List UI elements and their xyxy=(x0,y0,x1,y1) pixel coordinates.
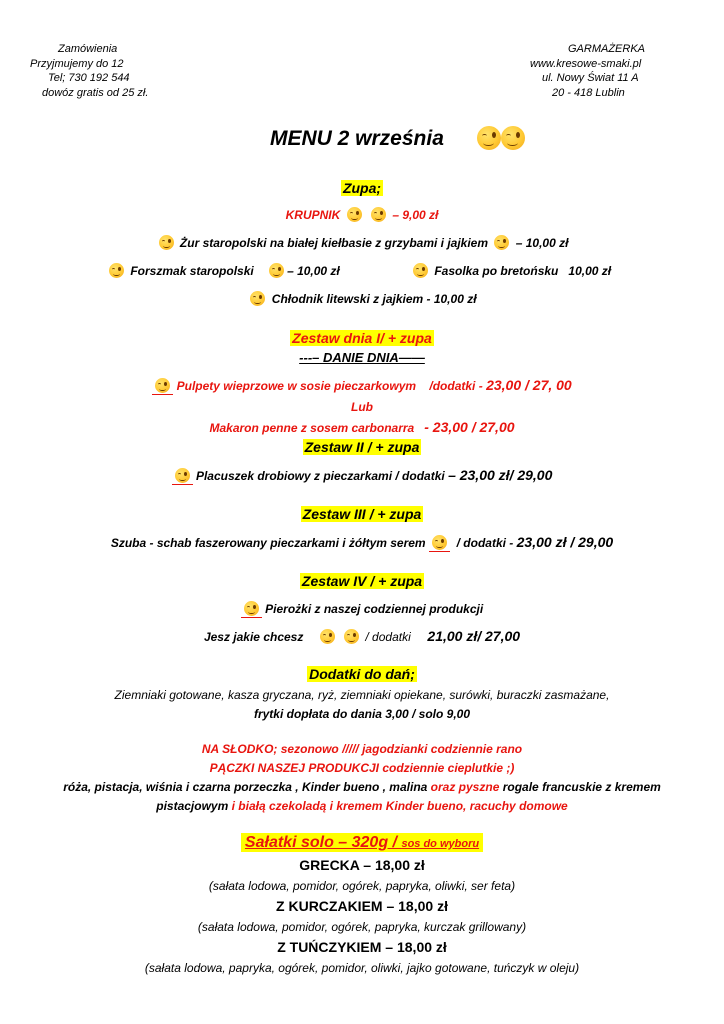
salad-chicken-desc-row xyxy=(0,920,724,934)
wink-emoji-icon xyxy=(175,468,190,483)
wink-emoji-icon xyxy=(320,629,335,644)
set1-item2-price: - 23,00 / 27,00 xyxy=(424,419,515,435)
set4-item2-mid: / dodatki xyxy=(365,630,411,644)
company-city: 20 - 418 Lublin xyxy=(552,86,625,99)
extras-line2-row xyxy=(0,707,724,721)
extras-line1-row xyxy=(0,688,724,702)
wink-emoji-icon xyxy=(155,378,170,393)
set1-item1-price: 23,00 / 27, 00 xyxy=(486,377,572,393)
contact-line-phone: Tel; 730 192 544 xyxy=(48,72,130,84)
set2-heading-row xyxy=(0,439,724,457)
salad-chicken-row xyxy=(0,898,724,914)
sweet-line2: PĄCZKI NASZEJ PRODUKCJI codziennie cieplutkie ;) xyxy=(209,761,515,775)
sweet-line3-red: oraz pyszne xyxy=(430,780,500,794)
set2-item-name: Placuszek drobiowy z pieczarkami / dodatki xyxy=(195,469,445,483)
salad-tuna-desc-row xyxy=(0,961,724,975)
forszmak-price: – 10,00 zł xyxy=(287,264,340,278)
set2-heading: Zestaw II / + zupa xyxy=(304,439,420,455)
set4-heading-row xyxy=(0,573,724,591)
forszmak-name: Forszmak staropolski xyxy=(130,264,254,278)
soup-heading-row xyxy=(0,180,724,198)
title-emojis xyxy=(477,126,525,150)
set3-item-row xyxy=(0,534,724,550)
forszmak-row xyxy=(106,263,340,278)
sweet-line3-row xyxy=(0,780,724,794)
chlodnik-row xyxy=(0,291,724,306)
company-street: ul. Nowy Świat 11 A xyxy=(542,72,639,84)
contact-line-delivery: dowóz gratis od 25 zł. xyxy=(42,86,149,99)
salad-chicken-name: Z KURCZAKIEM – 18,00 zł xyxy=(276,898,448,914)
contact-line-hours: Przyjmujemy do 12 xyxy=(30,57,124,70)
set3-item-name: Szuba - schab faszerowany pieczarkami i żółtym serem xyxy=(110,536,426,550)
set4-item-row xyxy=(0,601,724,616)
set1-subheading: ---– DANIE DNIA—— xyxy=(299,350,425,365)
set3-heading-row xyxy=(0,506,724,524)
salads-heading-small: sos do wyboru xyxy=(401,838,480,850)
chlodnik-item: Chłodnik litewski z jajkiem - 10,00 zł xyxy=(271,292,477,306)
wink-emoji-icon xyxy=(344,629,359,644)
company-name: GARMAŻERKA xyxy=(568,43,646,55)
sweet-line1-row xyxy=(0,742,724,756)
extras-heading-row xyxy=(0,666,724,684)
set1-or: Lub xyxy=(351,400,373,414)
fasolka-name: Fasolka po bretońsku xyxy=(434,264,559,278)
salad-greek-row xyxy=(0,857,724,873)
wink-emoji-icon xyxy=(494,235,509,250)
wink-emoji-icon xyxy=(244,601,259,616)
wink-emoji-icon xyxy=(109,263,124,278)
company-website[interactable]: www.kresowe-smaki.pl xyxy=(530,57,642,70)
set1-item2-row xyxy=(0,419,724,435)
wink-emoji-icon xyxy=(371,207,386,222)
set1-item1-mid: /dodatki - xyxy=(429,379,483,393)
krupnik-name: KRUPNIK xyxy=(285,208,341,222)
fasolka-row xyxy=(410,263,611,278)
set1-item2-name: Makaron penne z sosem carbonarra xyxy=(209,421,415,435)
set1-item1-name: Pulpety wieprzowe w sosie pieczarkowym xyxy=(176,379,417,393)
salads-heading-row xyxy=(0,834,724,852)
set4-item2-name: Jesz jakie chcesz xyxy=(203,630,304,644)
krupnik-price: – 9,00 zł xyxy=(392,208,439,222)
set1-heading: Zestaw dnia I/ + zupa xyxy=(292,330,432,346)
set2-item-row xyxy=(0,467,724,483)
wink-emoji-icon xyxy=(432,535,447,550)
wink-emoji-icon xyxy=(501,126,525,150)
salads-heading xyxy=(241,833,483,852)
extras-heading: Dodatki do dań; xyxy=(309,666,415,682)
set1-heading-row xyxy=(0,330,724,348)
salad-tuna-desc: (sałata lodowa, papryka, ogórek, pomidor, oliwki, jajko gotowane, tuńczyk w oleju) xyxy=(144,961,580,975)
salad-greek-desc: (sałata lodowa, pomidor, ogórek, papryka, oliwki, ser feta) xyxy=(208,879,516,893)
zur-name: Żur staropolski na białej kiełbasie z grzybami i jajkiem xyxy=(179,236,489,250)
wink-emoji-icon xyxy=(250,291,265,306)
set4-item2-price: 21,00 zł/ 27,00 xyxy=(427,628,521,644)
set1-item1-row xyxy=(0,377,724,393)
salads-heading-main: Sałatki solo – 320g / xyxy=(244,834,397,851)
sweet-line4-black: pistacjowym xyxy=(156,799,229,813)
set3-item-price: 23,00 zł / 29,00 xyxy=(516,534,614,550)
fasolka-price: 10,00 zł xyxy=(568,264,612,278)
krupnik-row xyxy=(0,207,724,222)
salad-tuna-name: Z TUŃCZYKIEM – 18,00 zł xyxy=(277,939,447,955)
soup-heading: Zupa; xyxy=(342,180,382,196)
salad-greek-name: GRECKA – 18,00 zł xyxy=(299,857,425,873)
set4-item2-row xyxy=(0,628,724,644)
extras-line2: frytki dopłata do dania 3,00 / solo 9,00 xyxy=(253,707,471,721)
page-title: MENU 2 września xyxy=(270,127,444,150)
page-title-row xyxy=(270,127,444,151)
set2-item-price: – 23,00 zł/ 29,00 xyxy=(448,467,553,483)
contact-block xyxy=(30,42,190,100)
zur-price: – 10,00 zł xyxy=(515,236,569,250)
wink-emoji-icon xyxy=(159,235,174,250)
salad-greek-desc-row xyxy=(0,879,724,893)
sweet-line3-black2: rogale francuskie z kremem xyxy=(502,780,661,794)
sweet-line4-red: i białą czekoladą i kremem Kinder bueno, racuchy domowe xyxy=(231,799,568,813)
set3-heading: Zestaw III / + zupa xyxy=(302,506,422,522)
company-block xyxy=(530,42,690,100)
contact-line-orders: Zamówienia xyxy=(58,43,118,55)
set4-heading: Zestaw IV / + zupa xyxy=(301,573,423,589)
set4-item-name: Pierożki z naszej codziennej produkcji xyxy=(265,602,484,616)
sweet-line4-row xyxy=(0,799,724,813)
sweet-line1: NA SŁODKO; sezonowo ///// jagodzianki codziennie rano xyxy=(201,742,523,756)
wink-emoji-icon xyxy=(413,263,428,278)
set3-item-mid: / dodatki - xyxy=(456,536,514,550)
zur-row xyxy=(0,235,724,250)
extras-line1: Ziemniaki gotowane, kasza gryczana, ryż, ziemniaki opiekane, surówki, buraczki zasmażane, xyxy=(114,688,610,702)
wink-emoji-icon xyxy=(269,263,284,278)
sweet-line3-black: róża, pistacja, wiśnia i czarna porzeczka , Kinder bueno , malina xyxy=(63,780,428,794)
wink-emoji-icon xyxy=(347,207,362,222)
salad-chicken-desc: (sałata lodowa, pomidor, ogórek, papryka, kurczak grillowany) xyxy=(197,920,527,934)
sweet-line2-row xyxy=(0,761,724,775)
set1-subheading-row xyxy=(0,350,724,365)
set1-or-row xyxy=(0,400,724,414)
wink-emoji-icon xyxy=(477,126,501,150)
salad-tuna-row xyxy=(0,939,724,955)
